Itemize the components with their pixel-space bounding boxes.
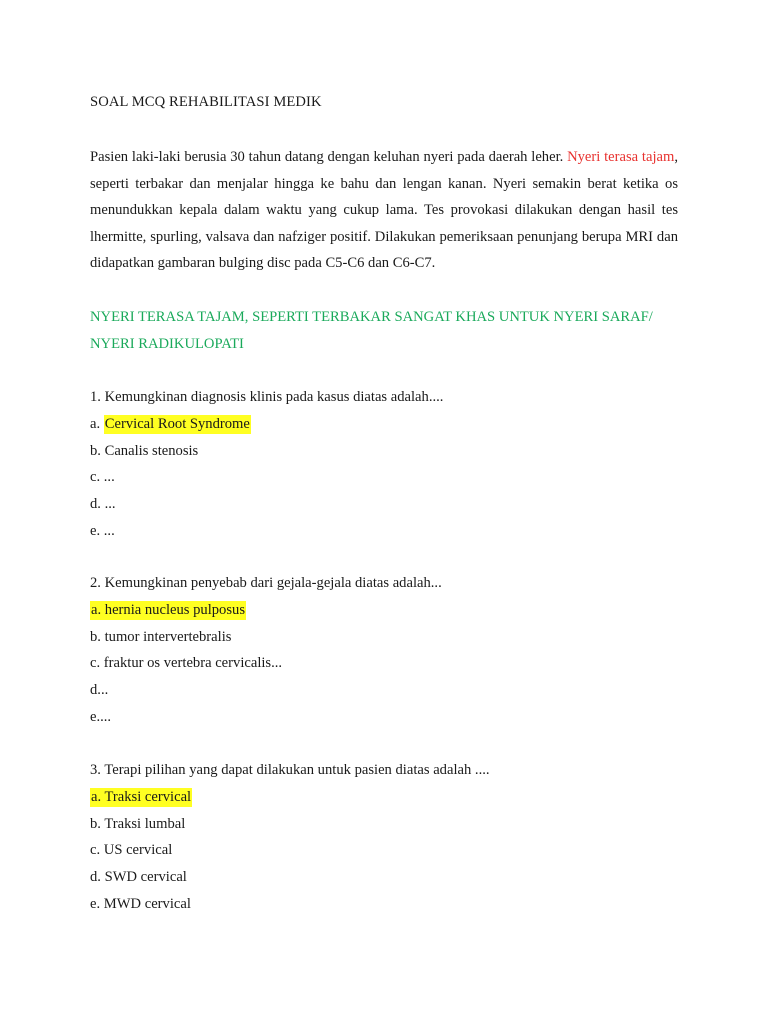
question-1-option-d: d. ...	[90, 496, 116, 513]
question-2-option-b: b. tumor intervertebralis	[90, 628, 232, 645]
question-2-text: 2. Kemungkinan penyebab dari gejala-gejala diatas adalah...	[90, 575, 442, 591]
highlighted-answer: Cervical Root Syndrome	[104, 415, 250, 432]
case-text-red: Nyeri terasa tajam	[567, 149, 675, 165]
highlighted-answer: a. Traksi cervical	[91, 788, 192, 805]
question-3-option-b: b. Traksi lumbal	[90, 815, 186, 832]
question-1-text: 1. Kemungkinan diagnosis klinis pada kasus diatas adalah....	[90, 389, 444, 405]
question-1-option-c: c. ...	[90, 469, 115, 486]
question-3-option-c: c. US cervical	[90, 842, 173, 859]
question-1-option-a	[90, 411, 650, 438]
question-2-option-e: e....	[90, 708, 112, 725]
option-a-prefix: a.	[90, 415, 104, 432]
question-2-option-c: c. fraktur os vertebra cervicalis...	[90, 655, 283, 672]
question-1-option-e: e. ...	[90, 522, 115, 539]
question-2	[90, 570, 650, 731]
question-3	[90, 757, 650, 918]
question-3-option-a	[90, 784, 650, 811]
question-2-option-a	[90, 597, 650, 624]
question-1	[90, 384, 650, 545]
green-note: NYERI TERASA TAJAM, SEPERTI TERBAKAR SANGAT KHAS UNTUK NYERI SARAF/ NYERI RADIKULOPATI	[90, 309, 653, 352]
question-3-option-d: d. SWD cervical	[90, 869, 187, 886]
case-text-end: , seperti terbakar dan menjalar hingga ke bahu dan lengan kanan. Nyeri semakin berat ketika os menundukkan kepala dalam waktu yang cukup lama. Tes provokasi dilakukan dengan hasil tes lhermitte, spurling, valsava dan nafziger positif. Dilakukan pemeriksaan penunjang berupa MRI dan didapatkan gambaran bulging disc pada C5-C6 dan C6-C7.	[90, 149, 678, 272]
document-title: SOAL MCQ REHABILITASI MEDIK	[90, 94, 322, 110]
case-paragraph	[90, 144, 678, 277]
case-text-start: Pasien laki-laki berusia 30 tahun datang dengan keluhan nyeri pada daerah leher.	[90, 149, 568, 165]
question-1-option-b: b. Canalis stenosis	[90, 442, 199, 459]
highlighted-answer: a. hernia nucleus pulposus	[91, 601, 246, 618]
question-3-option-e: e. MWD cervical	[90, 895, 191, 912]
question-2-option-d: d...	[90, 682, 109, 699]
question-3-text: 3. Terapi pilihan yang dapat dilakukan untuk pasien diatas adalah ....	[90, 762, 490, 778]
